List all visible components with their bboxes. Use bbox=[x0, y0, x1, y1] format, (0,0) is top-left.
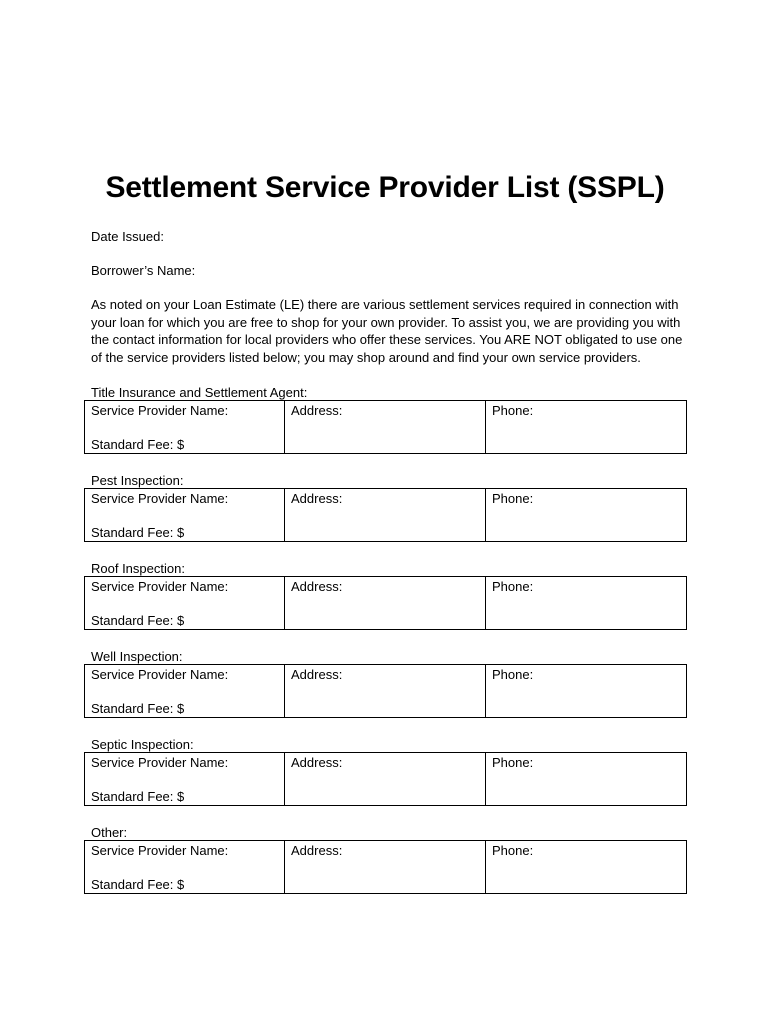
phone-label: Phone: bbox=[492, 403, 534, 418]
provider-table bbox=[84, 576, 687, 630]
phone-label: Phone: bbox=[492, 667, 534, 682]
provider-name-cell[interactable] bbox=[85, 665, 285, 717]
section-label: Septic Inspection: bbox=[91, 737, 194, 752]
section-label: Other: bbox=[91, 825, 128, 840]
intro-paragraph bbox=[91, 296, 691, 366]
provider-table bbox=[84, 488, 687, 542]
standard-fee-label: Standard Fee: $ bbox=[91, 437, 185, 452]
provider-table bbox=[84, 752, 687, 806]
section-label: Roof Inspection: bbox=[91, 561, 185, 576]
paragraph-line: your loan for which you are free to shop for your own provider. To assist you, we are providing you with bbox=[91, 314, 681, 330]
page-title: Settlement Service Provider List (SSPL) bbox=[105, 171, 665, 204]
provider-name-label: Service Provider Name: bbox=[91, 403, 229, 418]
provider-name-cell[interactable] bbox=[85, 577, 285, 629]
phone-label: Phone: bbox=[492, 491, 534, 506]
phone-label: Phone: bbox=[492, 843, 534, 858]
section-label: Pest Inspection: bbox=[91, 473, 184, 488]
address-cell[interactable] bbox=[285, 753, 486, 805]
phone-label: Phone: bbox=[492, 755, 534, 770]
address-label: Address: bbox=[291, 579, 343, 594]
phone-cell[interactable] bbox=[486, 753, 686, 805]
address-cell[interactable] bbox=[285, 841, 486, 893]
address-cell[interactable] bbox=[285, 577, 486, 629]
phone-cell[interactable] bbox=[486, 401, 686, 453]
address-label: Address: bbox=[291, 403, 343, 418]
provider-name-label: Service Provider Name: bbox=[91, 667, 229, 682]
paragraph-line: As noted on your Loan Estimate (LE) there are various settlement services required in connection with bbox=[91, 297, 679, 312]
section-label: Title Insurance and Settlement Agent: bbox=[91, 385, 308, 400]
standard-fee-label: Standard Fee: $ bbox=[91, 701, 185, 716]
address-label: Address: bbox=[291, 755, 343, 770]
paragraph-line: of the service providers listed below; you may shop around and find your own service providers. bbox=[91, 349, 641, 365]
address-cell[interactable] bbox=[285, 489, 486, 541]
standard-fee-label: Standard Fee: $ bbox=[91, 613, 185, 628]
provider-name-label: Service Provider Name: bbox=[91, 579, 229, 594]
standard-fee-label: Standard Fee: $ bbox=[91, 789, 185, 804]
provider-name-label: Service Provider Name: bbox=[91, 755, 229, 770]
phone-label: Phone: bbox=[492, 579, 534, 594]
standard-fee-label: Standard Fee: $ bbox=[91, 877, 185, 892]
provider-table bbox=[84, 400, 687, 454]
provider-name-label: Service Provider Name: bbox=[91, 491, 229, 506]
phone-cell[interactable] bbox=[486, 489, 686, 541]
address-cell[interactable] bbox=[285, 665, 486, 717]
paragraph-line: the contact information for local providers who offer these services. You ARE NOT obligated to use one bbox=[91, 332, 683, 347]
provider-name-label: Service Provider Name: bbox=[91, 843, 229, 858]
phone-cell[interactable] bbox=[486, 577, 686, 629]
address-label: Address: bbox=[291, 491, 343, 506]
borrower-name-label: Borrower’s Name: bbox=[91, 263, 196, 278]
phone-cell[interactable] bbox=[486, 665, 686, 717]
standard-fee-label: Standard Fee: $ bbox=[91, 525, 185, 540]
provider-name-cell[interactable] bbox=[85, 753, 285, 805]
provider-table bbox=[84, 840, 687, 894]
address-label: Address: bbox=[291, 843, 343, 858]
section-label: Well Inspection: bbox=[91, 649, 183, 664]
date-issued-label: Date Issued: bbox=[91, 229, 164, 244]
phone-cell[interactable] bbox=[486, 841, 686, 893]
provider-name-cell[interactable] bbox=[85, 841, 285, 893]
address-label: Address: bbox=[291, 667, 343, 682]
provider-table bbox=[84, 664, 687, 718]
address-cell[interactable] bbox=[285, 401, 486, 453]
provider-name-cell[interactable] bbox=[85, 401, 285, 453]
provider-name-cell[interactable] bbox=[85, 489, 285, 541]
